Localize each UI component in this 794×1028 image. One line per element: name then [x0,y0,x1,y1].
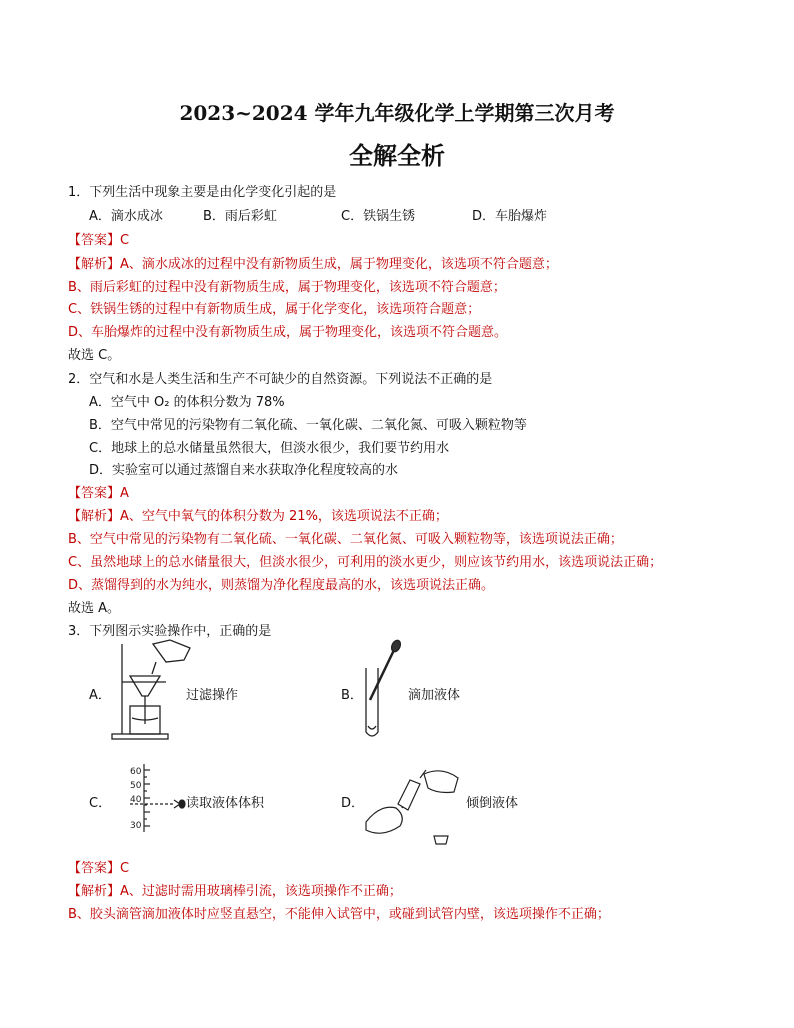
answer-value: C [120,233,130,248]
answer-tag: 【答案】 [68,861,121,876]
q1-analysis-line: B、雨后彩虹的过程中没有新物质生成，属于物理变化，该选项不符合题意； [68,280,506,295]
page-title: 2023~2024 学年九年级化学上学期第三次月考 [179,101,615,125]
q3-option-d-label: 倾倒液体 [466,796,519,811]
q2-option-c: C．地球上的总水储量虽然很大，但淡水很少，我们要节约用水 [89,441,450,456]
q3-analysis-line: B、胶头滴管滴加液体时应竖直悬空，不能伸入试管中，或碰到试管内壁，该选项操作不正确； [68,907,610,922]
answer-value: A [120,486,129,501]
q1-option-a: A．滴水成冰 [89,209,163,224]
analysis-text: A、空气中氧气的体积分数为 21%，该选项说法不正确； [120,509,448,524]
dropper-test-tube-image [360,640,410,740]
q2-analysis-line: D、蒸馏得到的水为纯水，则蒸馏为净化程度最高的水，该选项说法正确。 [68,578,495,593]
q1-analysis-line: D、车胎爆炸的过程中没有新物质生成，属于物理变化，该选项不符合题意。 [68,325,508,340]
question-3-stem: 3．下列图示实验操作中，正确的是 [68,624,272,639]
cylinder-tick-label: 60 [130,767,142,777]
q1-conclusion: 故选 C。 [68,348,121,363]
answer-value: C [120,861,130,876]
graduated-cylinder-image [110,762,190,837]
question-1-stem: 1．下列生活中现象主要是由化学变化引起的是 [68,185,337,200]
q2-answer [68,482,129,501]
q1-analysis-line [68,253,558,272]
cylinder-tick-label: 40 [130,795,142,805]
q1-analysis-line: C、铁锅生锈的过程中有新物质生成，属于化学变化，该选项符合题意； [68,302,481,317]
answer-tag: 【答案】 [68,486,121,501]
analysis-tag: 【解析】 [68,509,121,524]
q3-option-c-label: 读取液体体积 [186,796,265,811]
answer-tag: 【答案】 [68,233,121,248]
q1-option-c: C．铁锅生锈 [341,209,416,224]
q2-conclusion: 故选 A。 [68,601,121,616]
q3-option-b-letter: B． [341,688,363,703]
q3-option-d-letter: D． [341,796,365,811]
cylinder-tick-label: 50 [130,781,142,791]
analysis-tag: 【解析】 [68,257,121,272]
analysis-text: A、滴水成冰的过程中没有新物质生成，属于物理变化，该选项不符合题意； [120,257,558,272]
filtration-apparatus-image [108,638,198,743]
q2-option-b: B．空气中常见的污染物有二氧化硫、一氧化碳、二氧化氮、可吸入颗粒物等 [89,418,527,433]
q3-option-a-label: 过滤操作 [186,688,239,703]
q1-answer [68,229,129,248]
analysis-text: A、过滤时需用玻璃棒引流，该选项操作不正确； [120,884,402,899]
q3-answer [68,857,129,876]
q3-option-a-letter: A． [89,688,111,703]
q1-option-b: B．雨后彩虹 [203,209,277,224]
q1-option-d: D．车胎爆炸 [472,209,548,224]
q2-analysis-line [68,505,448,524]
pouring-liquid-image [362,764,462,844]
q2-analysis-line: C、虽然地球上的总水储量很大，但淡水很少，可利用的淡水更少，则应该节约用水，该选项说法正确； [68,555,663,570]
q3-option-c-letter: C． [89,796,112,811]
cylinder-tick-label: 30 [130,821,142,831]
analysis-tag: 【解析】 [68,884,121,899]
q2-analysis-line: B、空气中常见的污染物有二氧化硫、一氧化碳、二氧化氮、可吸入颗粒物等，该选项说法正确； [68,532,623,547]
q3-analysis-line [68,880,402,899]
q2-option-d: D．实验室可以通过蒸馏自来水获取净化程度较高的水 [89,463,399,478]
q2-option-a: A．空气中 O₂ 的体积分数为 78% [89,395,285,410]
question-2-stem: 2．空气和水是人类生活和生产不可缺少的自然资源。下列说法不正确的是 [68,372,493,387]
q3-option-b-label: 滴加液体 [408,688,461,703]
page-subtitle: 全解全析 [349,141,445,170]
